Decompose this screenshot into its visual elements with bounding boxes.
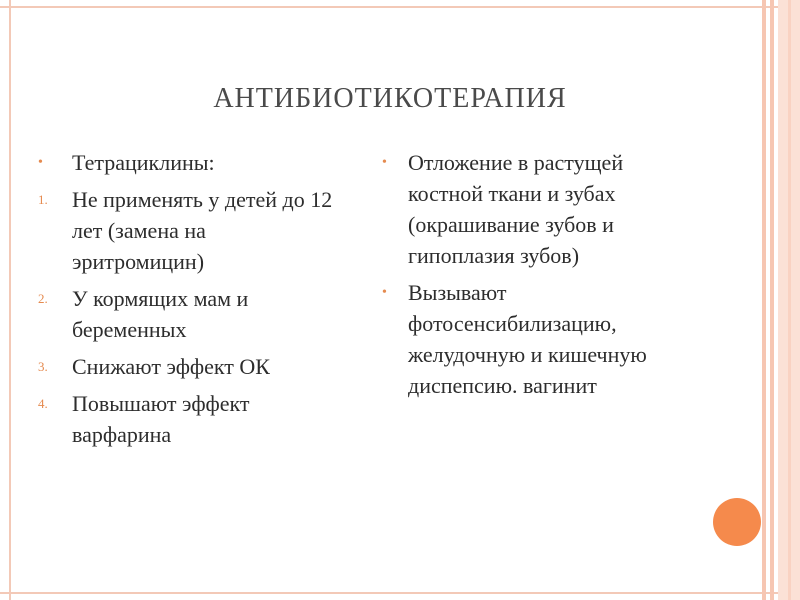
right-column (378, 147, 698, 407)
list-item-text: Отложение в растущей костной ткани и зубах (окрашивание зубов и гипоплазия зубов) (408, 150, 624, 268)
list-item (36, 351, 336, 382)
number-marker: 2. (38, 291, 48, 306)
bullet-marker: • (382, 155, 387, 170)
slide-title: АНТИБИОТИКОТЕРАПИЯ (213, 83, 567, 114)
number-marker: 4. (38, 396, 48, 411)
decor-stripe (788, 0, 791, 600)
decor-orange-circle (713, 498, 761, 546)
list-item-text: Снижают эффект ОК (72, 354, 270, 379)
list-header-text: Тетрациклины: (72, 150, 215, 175)
list-item (36, 184, 336, 277)
list-item (378, 147, 698, 271)
bullet-marker: • (38, 155, 43, 170)
left-column (36, 147, 336, 456)
frame-bottom-line (0, 592, 780, 594)
list-item-text: Повышают эффект варфарина (72, 391, 250, 447)
decor-stripe (762, 0, 766, 600)
list-item (36, 388, 336, 450)
number-marker: 3. (38, 359, 48, 374)
list-item (378, 277, 698, 401)
list-item-text: Вызывают фотосенсибилизацию, желудочную и кишечную диспепсию. вагинит (408, 280, 647, 398)
list-header (36, 147, 336, 178)
number-marker: 1. (38, 192, 48, 207)
frame-top-line (0, 6, 780, 8)
list-item-text: Не применять у детей до 12 лет (замена на эритромицин) (72, 187, 333, 274)
bullet-marker: • (382, 285, 387, 300)
decor-stripe (770, 0, 774, 600)
list-item-text: У кормящих мам и беременных (72, 286, 249, 342)
list-item (36, 283, 336, 345)
frame-left-line (9, 0, 11, 600)
